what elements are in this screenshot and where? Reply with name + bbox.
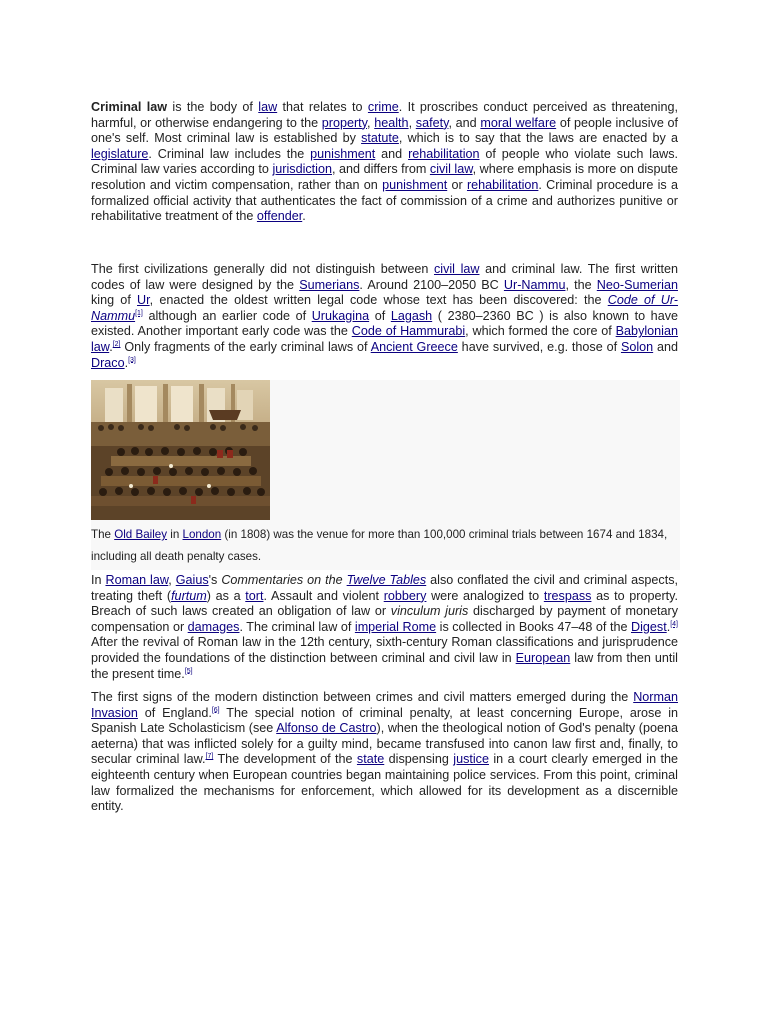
link-code-of-ur-nammu[interactable]: Code of Ur-Nammu [91,293,679,323]
link-code-of-hammurabi[interactable]: Code of Hammurabi [351,324,466,339]
link-tort[interactable]: tort [245,588,264,603]
link-imperial-rome[interactable]: imperial Rome [354,619,437,634]
link-draco[interactable]: Draco [91,355,125,370]
text: of people who violate such laws. Criminal law varies according to [91,146,678,177]
link-ur-nammu[interactable]: Ur-Nammu [503,277,566,292]
old-bailey-painting[interactable] [91,380,270,520]
link-rehabilitation[interactable]: rehabilitation [408,146,480,161]
link-london[interactable]: London [182,528,222,541]
text: . Assault and violent [263,588,384,603]
text: of [369,308,391,323]
text: is collected in Books 47–48 of the [436,619,631,634]
italic-title: Commentaries on the [221,573,347,587]
link-robbery[interactable]: robbery [383,588,427,603]
text: ( 2380–2360 BC ) is also known to have existed. Another important early code was the [91,308,678,339]
link-punishment[interactable]: punishment [382,177,448,192]
link-jurisdiction[interactable]: jurisdiction [272,162,332,177]
link-gaius[interactable]: Gaius [175,573,209,587]
text: The special notion of criminal penalty, at least concerning Europe, arose in Spanish Late Scholasticism (see [91,705,678,736]
link-statute[interactable]: statute [361,131,399,146]
text: and [653,339,679,354]
text: of England. [137,705,212,720]
text: were analogized to [426,588,544,603]
paragraph-history: The first civilizations generally did not distinguish between civil law and criminal law. The first written codes of law were designed by the Sumerians. Around 2100–2050 BC Ur-Nammu, the Neo-Sumerian king of Ur, enacted the oldest written legal code whose text has been discovered: the Code of Ur-Nammu[1] although an earlier code of Urukagina of Lagash ( 2380–2360 BC ) is also known to have existed. Another important early code was the Code of Hammurabi, which formed the core of Babylonian law.[2] Only fragments of the early criminal laws of Ancient Greece have survived, e.g. those of Solon and Draco.[3] [91,262,679,370]
citation-6[interactable]: [6] [211,706,220,714]
text: . Criminal procedure is a formalized official activity that authenticates the fact of commission of a crime and authorizes punitive or rehabilitative treatment of the [91,177,678,224]
text: , which is to say that the laws are enacted by a [398,131,678,146]
text: have survived, e.g. those of [457,339,621,354]
link-norman-invasion[interactable]: Norman Invasion [91,690,678,720]
text: discharged by payment of monetary compensation or [91,604,678,634]
link-civil-law[interactable]: civil law [429,162,473,177]
link-twelve-tables[interactable]: Twelve Tables [346,573,427,587]
text: , and [448,115,481,130]
figure-caption [91,524,680,567]
text: and criminal law. The first written codes of law were designed by the [91,262,678,292]
text: . Criminal law includes the [148,146,311,161]
term-bold: Criminal law [91,100,168,114]
link-roman-law[interactable]: Roman law [105,573,169,587]
link-babylonian-law[interactable]: Babylonian law [91,324,678,354]
text: and [375,146,409,161]
figure-old-bailey [91,380,680,570]
text: in a court clearly emerged in the eighteenth century when European countries began maintaining police services. From this point, criminal law formalized the mechanisms for enforcement, which allowed for its development as a discernible entity. [91,752,679,814]
text: . Around 2100–2050 BC [359,277,504,292]
link-european[interactable]: European [515,650,571,665]
text: , [408,115,416,130]
text: The [91,528,115,541]
link-lagash[interactable]: Lagash [390,308,433,323]
text: as to property. Breach of such laws created an obligation of law or [91,588,679,619]
citation-1[interactable]: [1] [135,309,143,317]
text: law from then until the present time. [91,650,678,681]
link-ancient-greece[interactable]: Ancient Greece [370,339,458,354]
paragraph-modern-distinction [91,690,678,815]
link-moral-welfare[interactable]: moral welfare [480,115,557,130]
text: (in 1808) was the venue for more than 100,000 criminal trials between 1674 and 1834, including all death penalty cases. [91,528,668,563]
text: 's [208,573,222,587]
link-digest[interactable]: Digest [631,619,667,634]
link-ur[interactable]: Ur [137,293,150,308]
text: ), when the theological notion of God's penalty (poena aeterna) that was inflicted solely for a guilty mind, became transfused into canon law first and, finally, to secular criminal law. [91,721,678,767]
text: king of [91,293,138,308]
link-rehabilitation[interactable]: rehabilitation [466,177,539,192]
text: The first civilizations generally did not distinguish between [91,262,434,276]
link-property[interactable]: property [321,115,368,130]
text: , where emphasis is more on dispute resolution and victim compensation, rather than on [91,162,678,192]
text: , [168,573,176,587]
link-damages[interactable]: damages [187,619,240,634]
link-neo-sumerian[interactable]: Neo-Sumerian [596,277,678,292]
text: that relates to [277,100,368,114]
link-urukagina[interactable]: Urukagina [311,308,370,323]
text: The development of the [213,752,357,767]
citation-3[interactable]: [3] [128,356,136,364]
text: of people inclusive of one's self. Most criminal law is established by [91,115,679,146]
link-state[interactable]: state [356,752,385,767]
text: The first signs of the modern distinction between crimes and civil matters emerged during the [91,690,634,704]
link-crime[interactable]: crime [367,100,399,114]
text: , which formed the core of [465,324,616,339]
text: , the [565,277,597,292]
paragraph-roman-law [91,573,678,682]
text: also conflated the civil and criminal aspects, treating theft ( [91,573,678,603]
citation-2[interactable]: [2] [112,340,121,348]
link-solon[interactable]: Solon [620,339,654,354]
text: or [447,177,467,192]
text: , enacted the oldest written legal code whose text has been discovered: the [149,293,608,308]
link-civil-law[interactable]: civil law [433,262,480,276]
link-legislature[interactable]: legislature [91,146,149,161]
link-offender[interactable]: offender [256,209,303,224]
link-health[interactable]: health [374,115,409,130]
text: in [167,528,183,541]
italic-term: vinculum juris [390,604,469,619]
text: After the revival of Roman law in the 12th century, sixth-century Roman classifications and jurisprudence provided the foundations of the distinction between criminal and civil law in [91,635,678,665]
text: . [124,355,129,370]
text: . [666,619,671,634]
text: In [91,573,106,587]
text: . [302,209,306,224]
link-trespass[interactable]: trespass [543,588,592,603]
text: dispensing [384,752,454,767]
link-sumerians[interactable]: Sumerians [299,277,360,292]
link-safety[interactable]: safety [415,115,449,130]
text: although an earlier code of [142,308,312,323]
text: . The criminal law of [239,619,355,634]
link-old-bailey[interactable]: Old Bailey [114,528,168,541]
link-justice[interactable]: justice [453,752,489,767]
text: Only fragments of the early criminal laws of [120,339,371,354]
link-punishment[interactable]: punishment [310,146,376,161]
paragraph-definition [91,100,678,225]
citation-4[interactable]: [4] [670,620,678,628]
text: , [367,115,375,130]
link-furtum[interactable]: furtum [171,588,207,603]
text: ) as a [206,588,246,603]
text: . It proscribes conduct perceived as threatening, harmful, or otherwise endangering to the [91,100,678,130]
text: is the body of [167,100,259,114]
link-law[interactable]: law [258,100,278,114]
citation-5[interactable]: [5] [184,667,193,675]
text: , and differs from [331,162,430,177]
citation-7[interactable]: [7] [205,753,214,761]
link-alfonso-de-castro[interactable]: Alfonso de Castro [276,721,377,736]
